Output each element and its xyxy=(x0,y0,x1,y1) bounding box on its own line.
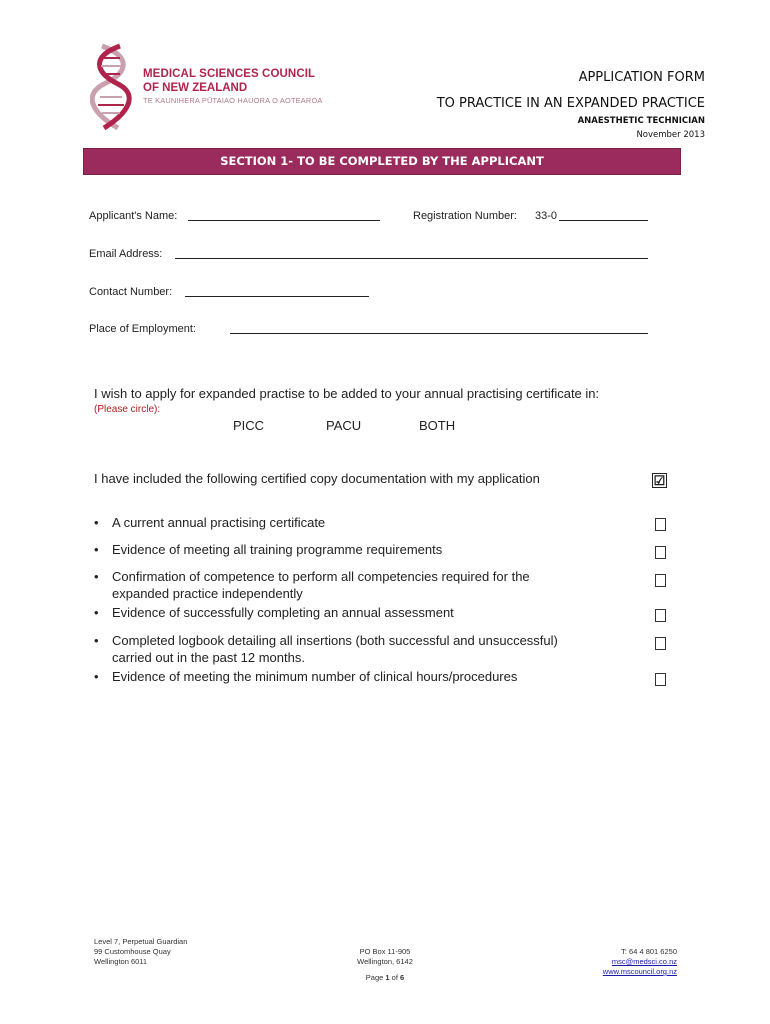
email-field[interactable] xyxy=(175,258,648,259)
checked-box-icon[interactable]: ☑ xyxy=(653,473,666,488)
footer-website-link[interactable]: www.mscouncil.org.nz xyxy=(602,967,677,976)
list-item: • Evidence of meeting all training programme requirements xyxy=(94,542,443,557)
empty-checkbox-icon[interactable] xyxy=(655,518,666,531)
empty-checkbox-icon[interactable] xyxy=(655,673,666,686)
applicant-name-field[interactable] xyxy=(188,220,380,221)
list-item: • Completed logbook detailing all insertions (both successful and unsuccessful) xyxy=(94,633,558,648)
registration-label: Registration Number: xyxy=(413,210,517,222)
documentation-statement: I have included the following certified copy documentation with my application xyxy=(94,471,540,486)
list-item: • A current annual practising certificate xyxy=(94,515,326,530)
footer-po-box: PO Box 11-905 Wellington, 6142 xyxy=(357,947,413,966)
registration-prefix: 33-0 xyxy=(535,210,558,222)
footer-address: Level 7, Perpetual Guardian 99 Customhouse Quay Wellington 6011 xyxy=(94,937,188,966)
employment-field[interactable] xyxy=(230,333,648,334)
section-title: SECTION 1- TO BE COMPLETED BY THE APPLICANT xyxy=(220,154,544,168)
contact-label: Contact Number: xyxy=(89,286,173,298)
org-name-line2: OF NEW ZEALAND xyxy=(143,82,248,94)
contact-number-field[interactable] xyxy=(185,296,369,297)
form-role: ANAESTHETIC TECHNICIAN xyxy=(577,116,705,126)
form-title-line1: APPLICATION FORM xyxy=(578,70,705,85)
option-both[interactable]: BOTH xyxy=(419,418,456,433)
list-item-continuation: carried out in the past 12 months. xyxy=(112,650,305,665)
email-label: Email Address: xyxy=(89,248,163,260)
registration-number-field[interactable] xyxy=(559,220,648,221)
footer-contact xyxy=(603,947,677,977)
empty-checkbox-icon[interactable] xyxy=(655,546,666,559)
empty-checkbox-icon[interactable] xyxy=(655,637,666,650)
footer-email-link[interactable]: msc@medsci.co.nz xyxy=(611,957,677,966)
footer-phone: T: 64 4 801 6250 xyxy=(621,947,677,956)
section-banner xyxy=(83,148,681,175)
applicant-name-label: Applicant's Name: xyxy=(89,210,178,222)
form-date: November 2013 xyxy=(636,130,705,140)
org-maori-name: TE KAUNIHERA PŪTAIAO HAUORA O AOTEAROA xyxy=(143,96,323,105)
option-picc[interactable]: PICC xyxy=(233,418,265,433)
form-title-line2: TO PRACTICE IN AN EXPANDED PRACTICE xyxy=(436,96,705,111)
empty-checkbox-icon[interactable] xyxy=(655,609,666,622)
list-item: • Evidence of successfully completing an annual assessment xyxy=(94,605,454,620)
page-number: Page 1 of 6 xyxy=(365,973,405,982)
please-circle-instruction: (Please circle): xyxy=(94,404,161,415)
org-name-line1: MEDICAL SCIENCES COUNCIL xyxy=(143,68,316,80)
list-item: • Confirmation of competence to perform all competencies required for the xyxy=(94,569,530,584)
list-item: • Evidence of meeting the minimum number of clinical hours/procedures xyxy=(94,669,518,684)
practise-statement: I wish to apply for expanded practise to be added to your annual practising certificate in: xyxy=(94,386,600,401)
list-item-continuation: expanded practice independently xyxy=(112,586,303,601)
empty-checkbox-icon[interactable] xyxy=(655,574,666,587)
option-pacu[interactable]: PACU xyxy=(326,418,362,433)
employment-label: Place of Employment: xyxy=(89,323,196,335)
